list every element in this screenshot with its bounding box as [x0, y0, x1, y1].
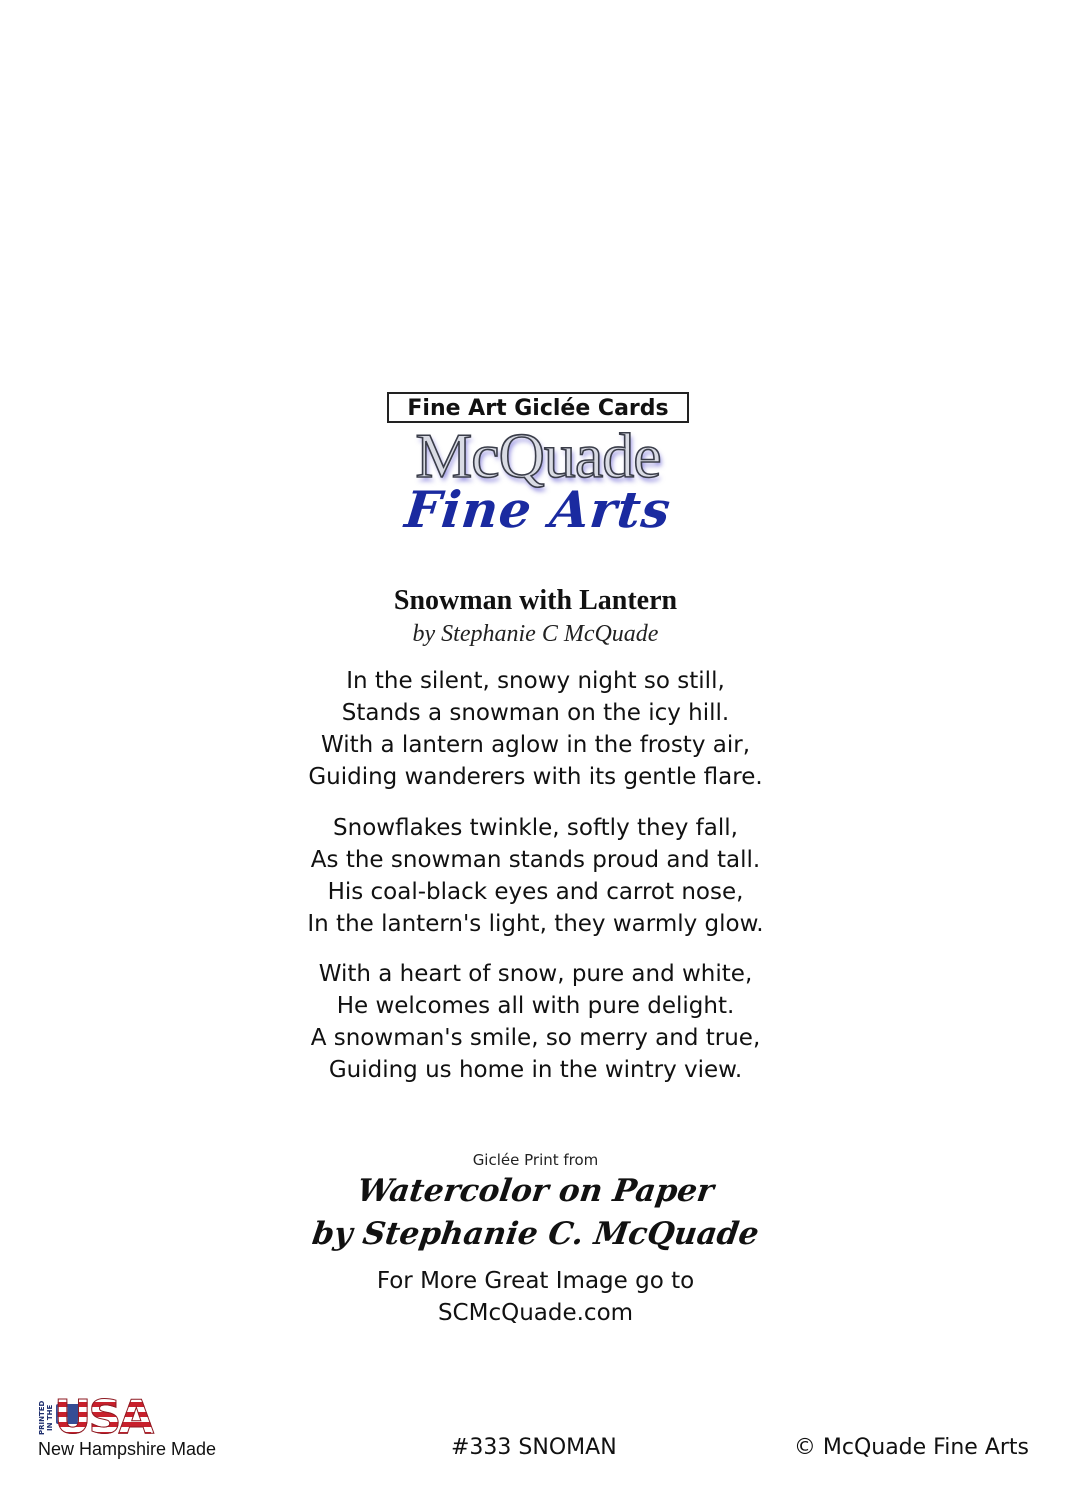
credit-artist: by Stephanie C. McQuade: [309, 1216, 762, 1252]
credit-medium: Watercolor on Paper: [354, 1173, 717, 1209]
poem-line: Guiding wanderers with its gentle flare.: [308, 764, 763, 790]
poem-line: He welcomes all with pure delight.: [336, 993, 735, 1019]
poem-stanza: [0, 958, 1071, 1086]
poem-line: With a lantern aglow in the frosty air,: [320, 732, 750, 758]
poem-stanza: [0, 665, 1071, 793]
poem-line: Snowflakes twinkle, softly they fall,: [333, 815, 738, 841]
website-link[interactable]: SCMcQuade.com: [437, 1300, 634, 1326]
brand-logo-script: Fine Arts: [402, 480, 674, 539]
poem-author: by Stephanie C McQuade: [412, 621, 659, 647]
brand-logo-wordmark: McQuade: [415, 420, 661, 491]
poem-line: A snowman's smile, so merry and true,: [310, 1025, 761, 1051]
credit-more-text: For More Great Image go to: [376, 1268, 695, 1294]
poem-line: In the lantern's light, they warmly glow.: [307, 911, 764, 937]
poem-line: Stands a snowman on the icy hill.: [341, 700, 730, 726]
brand-badge: Fine Art Giclée Cards: [387, 392, 689, 423]
poem-line: Guiding us home in the wintry view.: [328, 1057, 743, 1083]
credit-label: Giclée Print from: [472, 1151, 599, 1169]
poem-line: In the silent, snowy night so still,: [346, 668, 725, 694]
poem-title: Snowman with Lantern: [393, 585, 678, 616]
copyright-label: © McQuade Fine Arts: [793, 1435, 1029, 1460]
printed-in-text: PRINTED IN THE: [38, 1400, 54, 1436]
poem-stanza: [0, 812, 1071, 940]
poem-line: His coal-black eyes and carrot nose,: [327, 879, 744, 905]
sku-label: #333 SNOMAN: [451, 1435, 617, 1460]
poem-line: With a heart of snow, pure and white,: [318, 961, 753, 987]
poem-line: As the snowman stands proud and tall.: [310, 847, 761, 873]
usa-badge-letters: USA: [54, 1390, 152, 1444]
made-in-label: New Hampshire Made: [38, 1439, 217, 1459]
